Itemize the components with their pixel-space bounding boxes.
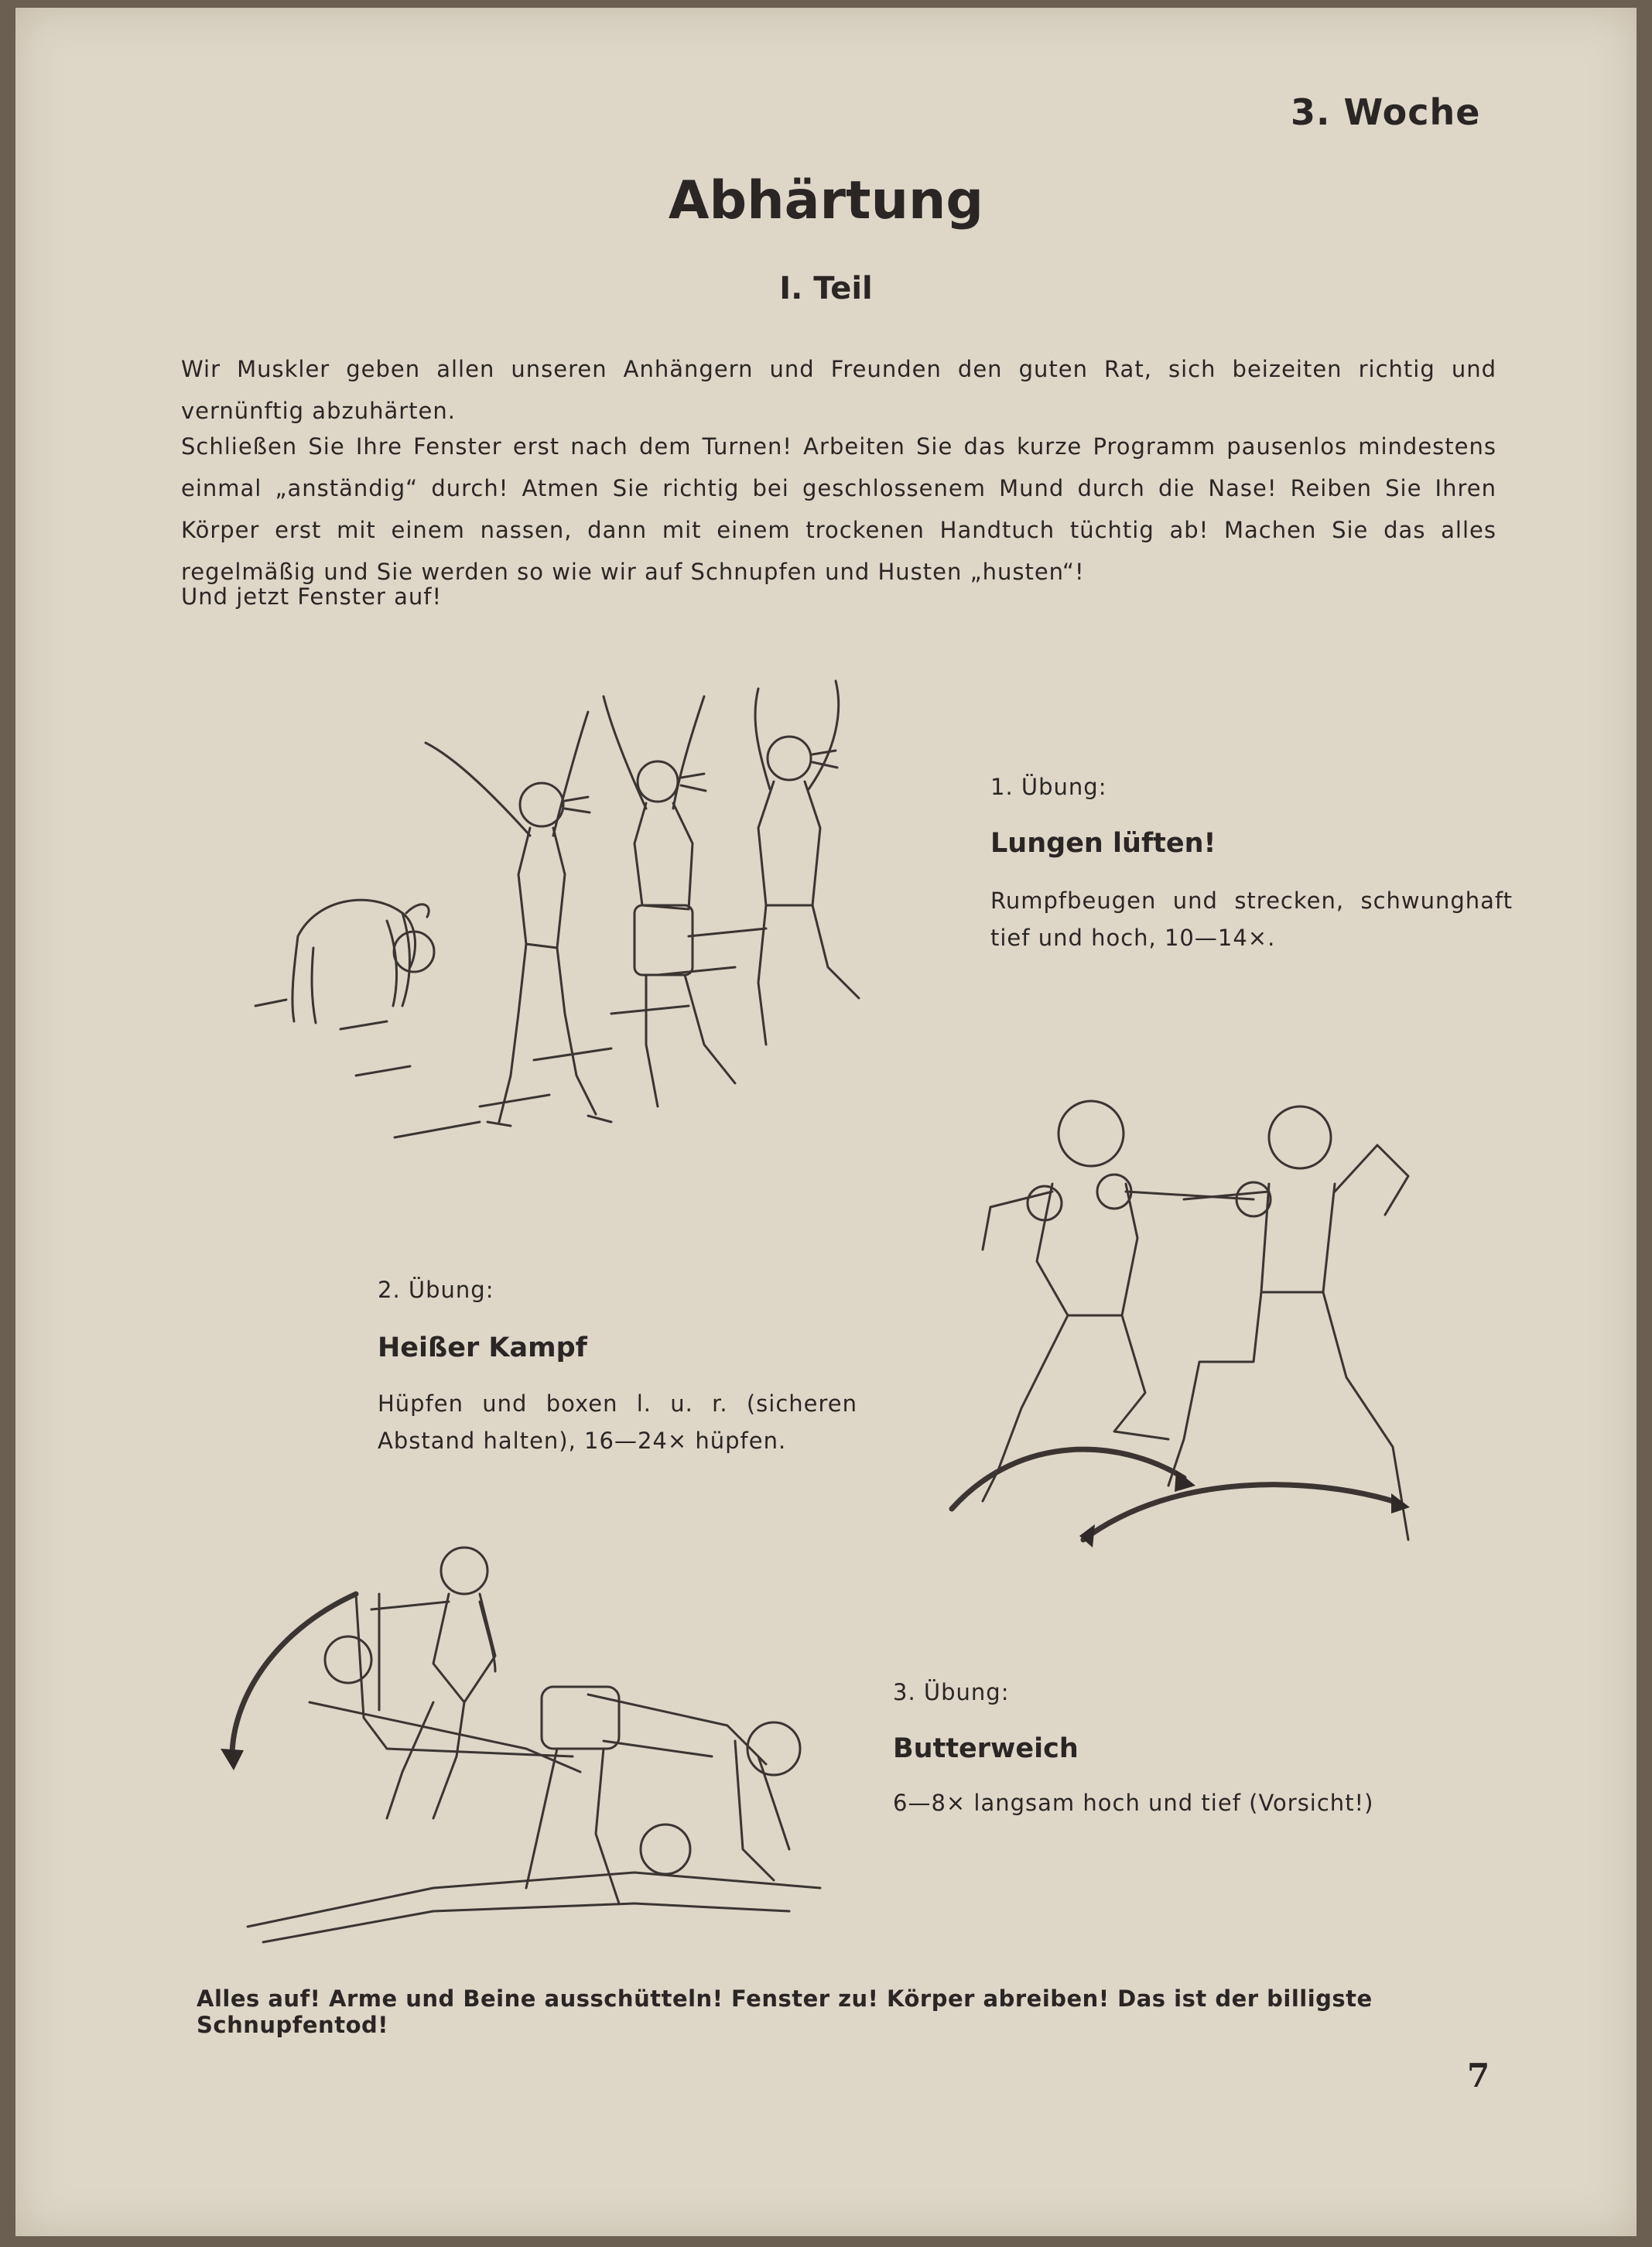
- week-heading: 3. Woche: [1291, 91, 1481, 133]
- intro-paragraph-2: Schließen Sie Ihre Fenster erst nach dem Turnen! Arbeiten Sie das kurze Programm pausenlos mindestens einmal „anständig“ durch! Atmen Sie richtig bei geschlossenem Mund durch die Nase! Reiben Sie Ihren Körper erst mit einem nassen, dann mit einem trockenen Handtuch tüchtig ab! Machen Sie das alles regelmäßig und Sie werden so wie wir auf Schnupfen und Husten „husten“!: [181, 433, 1496, 585]
- exercise-2-label: 2. Übung:: [378, 1277, 494, 1303]
- book-page: [15, 8, 1637, 2236]
- footer-line: Alles auf! Arme und Beine ausschütteln! Fenster zu! Körper abreiben! Das ist der billigste Schnupfentod!: [197, 1985, 1373, 2038]
- exercise-3-description: 6—8× langsam hoch und tief (Vorsicht!): [893, 1790, 1374, 1816]
- intro-paragraph-3: Und jetzt Fenster auf!: [181, 583, 443, 610]
- page-subtitle: I. Teil: [779, 271, 873, 306]
- intro-paragraph-1: Wir Muskler geben allen unseren Anhängern und Freunden den guten Rat, sich beizeiten richtig und vernünftig abzuhärten.: [181, 356, 1496, 424]
- exercise-3-label: 3. Übung:: [893, 1679, 1010, 1705]
- exercise-1-title: Lungen lüften!: [990, 828, 1216, 859]
- exercise-2-description: Hüpfen und boxen l. u. r. (sicheren Abstand halten), 16—24× hüpfen.: [378, 1390, 857, 1454]
- exercise-3-illustration: [201, 1524, 867, 1958]
- exercise-2-illustration: [929, 1083, 1517, 1578]
- page-title: Abhärtung: [668, 170, 984, 231]
- exercise-1-description: Rumpfbeugen und strecken, schwunghaft tief und hoch, 10—14×.: [990, 888, 1513, 951]
- exercise-1-illustration: [224, 642, 936, 1184]
- page-number: 7: [1467, 2057, 1490, 2095]
- exercise-3-title: Butterweich: [893, 1733, 1079, 1764]
- exercise-2-title: Heißer Kampf: [378, 1332, 587, 1363]
- exercise-1-label: 1. Übung:: [990, 774, 1107, 800]
